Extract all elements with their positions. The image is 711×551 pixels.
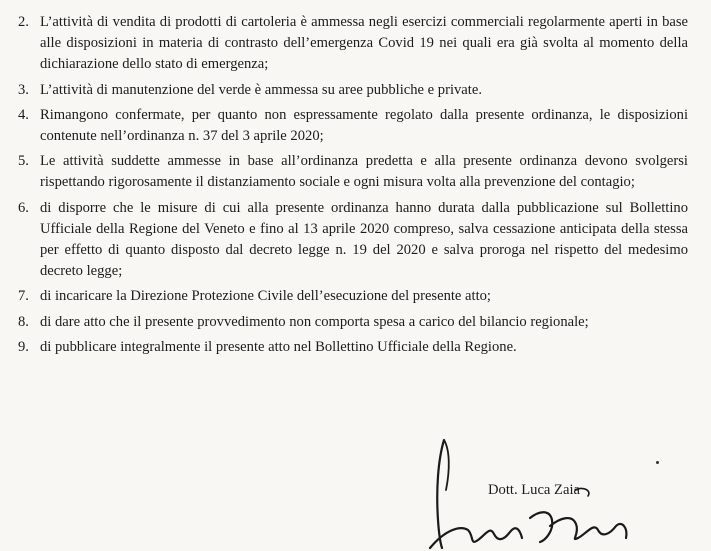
- item-text: L’attività di manutenzione del verde è ammessa su aree pubbliche e private.: [40, 81, 482, 98]
- list-item: [18, 286, 688, 307]
- item-number: 2.: [18, 14, 29, 30]
- list-item: [18, 105, 688, 147]
- item-number: 8.: [18, 313, 29, 330]
- list-item: [18, 337, 688, 358]
- item-text: di pubblicare integralmente il presente atto nel Bollettino Ufficiale della Regione.: [40, 338, 517, 355]
- list-item: [18, 312, 688, 333]
- list-item: [18, 12, 688, 76]
- item-text: di disporre che le misure di cui alla presente ordinanza hanno durata dalla pubblicazione sul Bollettino Ufficiale della Regione del Veneto e fino al 13 aprile 2020 compreso, salva cessazione anticipata della stessa per effetto di quanto disposto dal decreto legge n. 19 del 2020 e salva proroga nel rispetto del medesimo decreto legge;: [40, 199, 688, 280]
- item-number: 6.: [18, 199, 29, 216]
- item-number: 3.: [18, 81, 29, 98]
- list-item: [18, 198, 688, 283]
- item-number: 4.: [18, 106, 29, 123]
- signatory-name: Dott. Luca Zaia: [488, 482, 580, 498]
- item-text: di dare atto che il presente provvedimento non comporta spesa a carico del bilancio regionale;: [40, 313, 589, 330]
- ordinance-list: [18, 12, 688, 362]
- item-number: 7.: [18, 288, 29, 305]
- item-text: Rimangono confermate, per quanto non espressamente regolato dalla presente ordinanza, le disposizioni contenute nell’ordinanza n. 37 del 3 aprile 2020;: [40, 106, 688, 145]
- item-number: 9.: [18, 338, 29, 355]
- list-item: [18, 151, 688, 193]
- item-text: di incaricare la Direzione Protezione Civile dell’esecuzione del presente atto;: [40, 288, 491, 305]
- item-number: 5.: [18, 153, 29, 170]
- item-text: Le attività suddette ammesse in base all’ordinanza predetta e alla presente ordinanza devono svolgersi rispettando rigorosamente il distanziamento sociale e ogni misura volta alla prevenzione del contagio;: [40, 153, 688, 191]
- item-text: L’attività di vendita di prodotti di cartoleria è ammessa negli esercizi commerciali regolarmente aperti in base alle disposizioni in materia di contrasto dell’emergenza Covid 19 nei quali era già svolta al momento della dichiarazione dello stato di emergenza;: [40, 14, 688, 73]
- ink-dot: [656, 461, 659, 464]
- list-item: [18, 80, 688, 101]
